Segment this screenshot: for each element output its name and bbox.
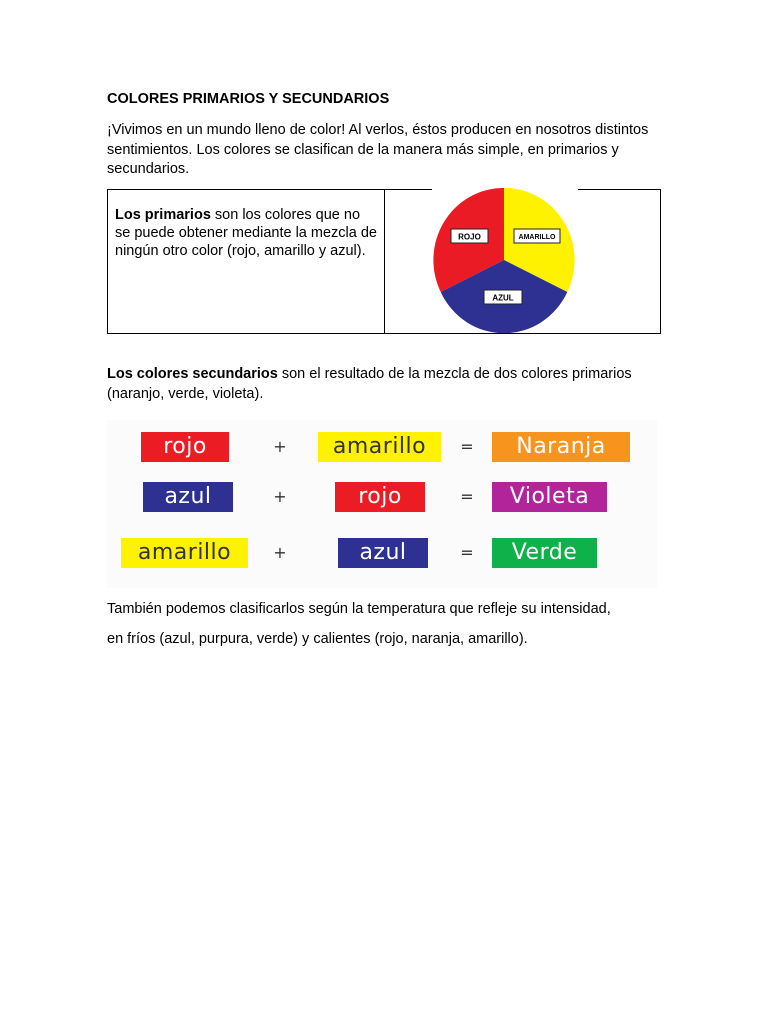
swatch-amarillo: amarillo bbox=[121, 538, 248, 568]
primary-description-text: son los colores que no se puede obtener mediante la mezcla de ningún otro color (rojo, amarillo y azul). bbox=[115, 207, 377, 259]
wheel-label-azul bbox=[484, 290, 522, 304]
mix-row-naranja bbox=[107, 432, 657, 464]
page-title: COLORES PRIMARIOS Y SECUNDARIOS bbox=[107, 91, 390, 107]
swatch-azul: azul bbox=[338, 538, 428, 568]
plus-sign: + bbox=[273, 487, 287, 506]
plus-sign: + bbox=[273, 543, 287, 562]
wheel-label-rojo bbox=[451, 229, 488, 243]
temperature-line-2: en fríos (azul, purpura, verde) y calientes (rojo, naranja, amarillo). bbox=[107, 631, 528, 647]
swatch-naranja: Naranja bbox=[492, 432, 630, 462]
equals-sign: = bbox=[460, 437, 474, 456]
swatch-rojo: rojo bbox=[335, 482, 425, 512]
secondary-description-text: son el resultado de la mezcla de dos colores primarios (naranjo, verde, violeta). bbox=[107, 366, 632, 402]
swatch-amarillo: amarillo bbox=[318, 432, 441, 462]
mix-row-violeta bbox=[107, 482, 657, 514]
swatch-verde: Verde bbox=[492, 538, 597, 568]
primary-color-wheel bbox=[431, 188, 579, 333]
temperature-line-1: También podemos clasificarlos según la temperatura que refleje su intensidad, bbox=[107, 601, 611, 617]
plus-sign: + bbox=[273, 437, 287, 456]
color-mixing-image bbox=[107, 420, 657, 588]
secondary-colors-paragraph bbox=[107, 365, 667, 404]
primary-colors-description bbox=[115, 206, 377, 260]
intro-paragraph: ¡Vivimos en un mundo lleno de color! Al verlos, éstos producen en nosotros distintos sentimientos. Los colores se clasifican de la manera más simple, en primarios y secundarios. bbox=[107, 122, 649, 177]
svg-text:ROJO: ROJO bbox=[458, 232, 481, 242]
table-divider bbox=[384, 190, 385, 333]
svg-text:AZUL: AZUL bbox=[492, 293, 514, 303]
secondary-bold-lead: Los colores secundarios bbox=[107, 366, 278, 382]
swatch-azul: azul bbox=[143, 482, 233, 512]
equals-sign: = bbox=[460, 487, 474, 506]
swatch-rojo: rojo bbox=[141, 432, 229, 462]
swatch-violeta: Violeta bbox=[492, 482, 607, 512]
primary-colors-table bbox=[107, 189, 661, 334]
primary-bold-lead: Los primarios bbox=[115, 207, 211, 223]
mix-row-verde bbox=[107, 538, 657, 570]
equals-sign: = bbox=[460, 543, 474, 562]
svg-text:AMARILLO: AMARILLO bbox=[518, 234, 556, 241]
wheel-label-amarillo bbox=[514, 229, 560, 243]
